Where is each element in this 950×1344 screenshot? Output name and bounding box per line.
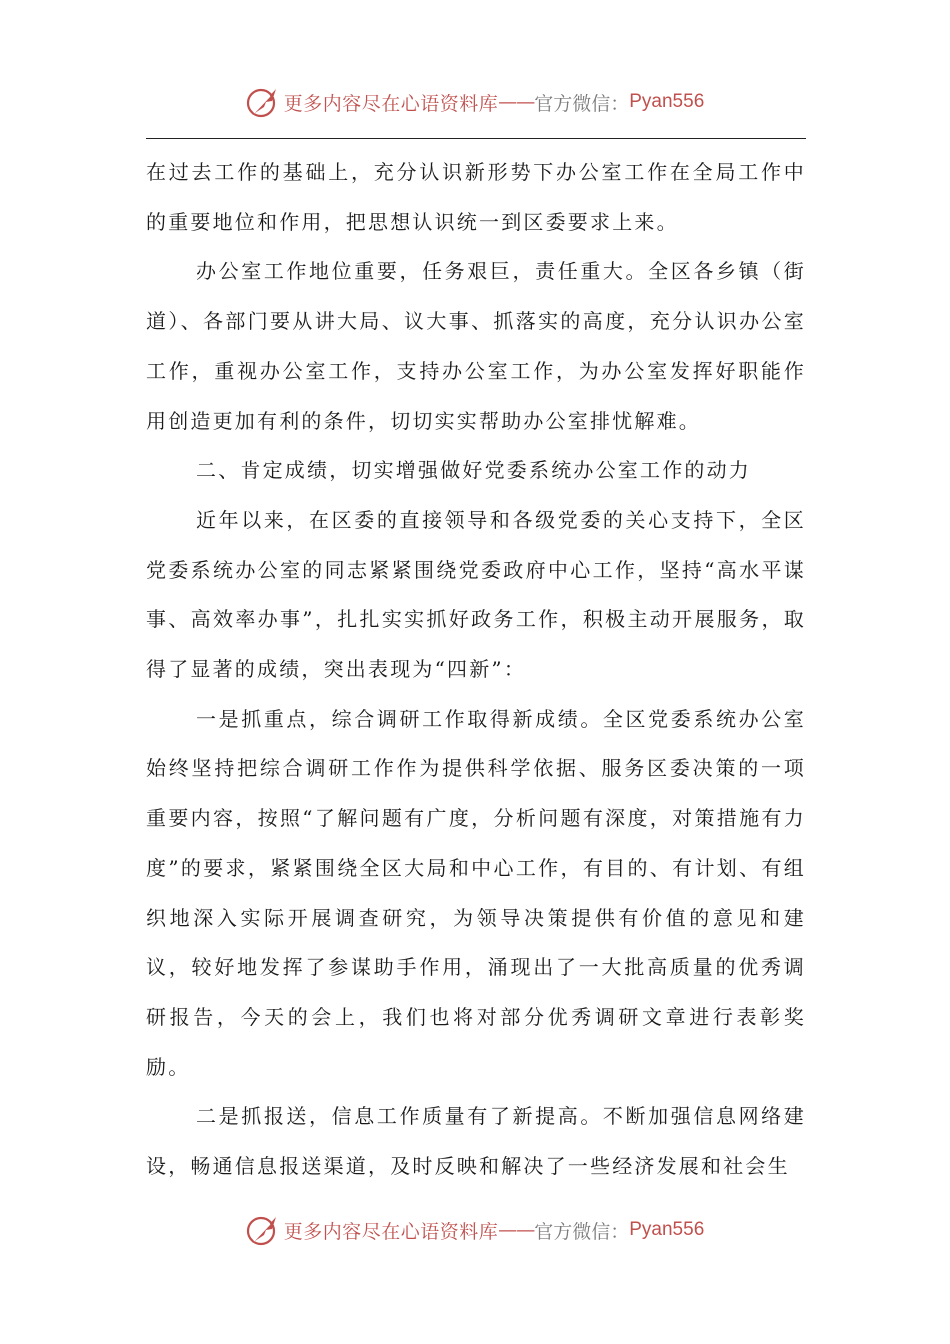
- paragraph: 二是抓报送，信息工作质量有了新提高。不断加强信息网络建设，畅通信息报送渠道，及时反映和解决了一些经济发展和社会生: [146, 1104, 806, 1179]
- header-banner: [0, 82, 950, 122]
- quill-logo-icon: [246, 1213, 280, 1247]
- footer-dash: ——: [498, 1219, 535, 1241]
- paragraph-continuation: 在过去工作的基础上，充分认识新形势下办公室工作在全局工作中的重要地位和作用，把思想认识统一到区委要求上来。: [146, 160, 806, 234]
- document-body: [146, 148, 806, 1192]
- footer-banner: [0, 1210, 950, 1250]
- header-wechat-label: 官方微信：: [534, 92, 630, 115]
- footer-wechat-label: 官方微信：: [534, 1220, 630, 1243]
- section-heading: 二、肯定成绩，切实增强做好党委系统办公室工作的动力: [196, 458, 751, 483]
- quill-logo-icon: [246, 85, 280, 119]
- header-wechat-id: Pyan556: [629, 91, 705, 112]
- paragraph: 一是抓重点，综合调研工作取得新成绩。全区党委系统办公室始终坚持把综合调研工作作为提供科学依据、服务区委决策的一项重要内容，按照“了解问题有广度，分析问题有深度，对策措施有力度”的要求，紧紧围绕全区大局和中心工作，有目的、有计划、有组织地深入实际开展调查研究，为领导决策提供有价值的意见和建议，较好地发挥了参谋助手作用，涌现出了一大批高质量的优秀调研报告，今天的会上，我们也将对部分优秀调研文章进行表彰奖励。: [146, 706, 806, 1079]
- header-divider: [146, 138, 806, 139]
- paragraph: 办公室工作地位重要，任务艰巨，责任重大。全区各乡镇（街道）、各部门要从讲大局、议大事、抓落实的高度，充分认识办公室工作，重视办公室工作，支持办公室工作，为办公室发挥好职能作用创造更加有利的条件，切切实实帮助办公室排忧解难。: [146, 259, 806, 433]
- footer-wechat-id: Pyan556: [629, 1219, 705, 1240]
- header-site-text: 更多内容尽在心语资料库: [283, 92, 499, 115]
- paragraph: 近年以来，在区委的直接领导和各级党委的关心支持下，全区党委系统办公室的同志紧紧围绕党委政府中心工作，坚持“高水平谋事、高效率办事”，扎扎实实抓好政务工作，积极主动开展服务，取得了显著的成绩，突出表现为“四新”：: [146, 507, 806, 682]
- footer-site-text: 更多内容尽在心语资料库: [283, 1220, 499, 1243]
- header-dash: ——: [498, 91, 535, 113]
